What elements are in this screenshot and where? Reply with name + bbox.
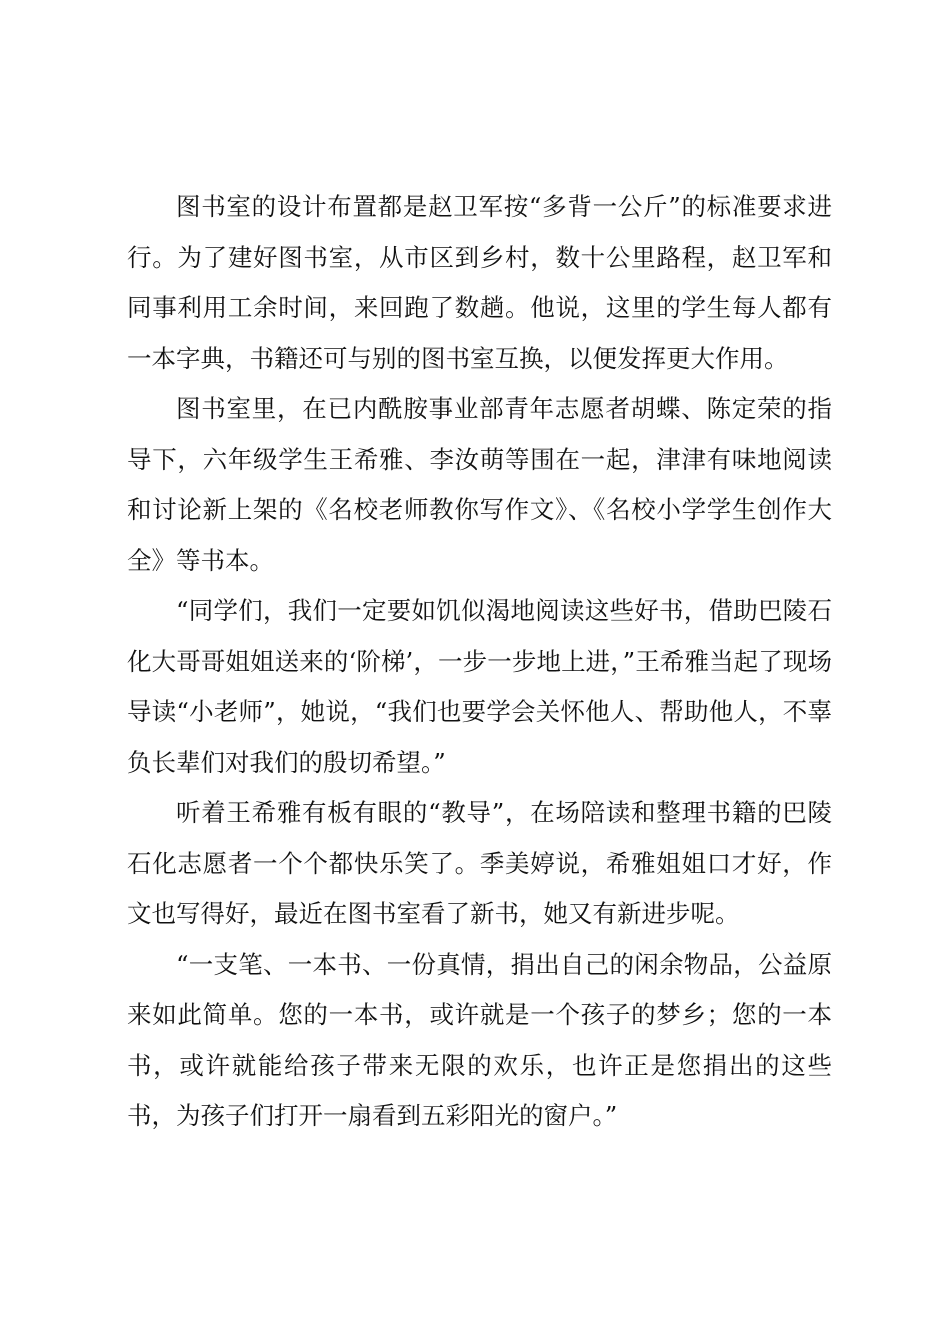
- paragraph-1: 图书室的设计布置都是赵卫军按“多背一公斤”的标准要求进行。为了建好图书室，从市区到乡村，数十公里路程，赵卫军和同事利用工余时间，来回跑了数趟。他说，这里的学生每人都有一本字典，书籍还可与别的图书室互换，以便发挥更大作用。: [127, 192, 832, 373]
- paragraph-3: “同学们，我们一定要如饥似渴地阅读这些好书，借助巴陵石化大哥哥姐姐送来的‘阶梯’，一步一步地上进，”王希雅当起了现场导读“小老师”，她说，“我们也要学会关怀他人、帮助他人，不辜负长辈们对我们的殷切希望。”: [127, 596, 832, 777]
- paragraph-4: 听着王希雅有板有眼的“教导”，在场陪读和整理书籍的巴陵石化志愿者一个个都快乐笑了。季美婷说，希雅姐姐口才好，作文也写得好，最近在图书室看了新书，她又有新进步呢。: [127, 798, 832, 928]
- article-body: [127, 182, 832, 1142]
- paragraph-5: “一支笔、一本书、一份真情，捐出自己的闲余物品，公益原来如此简单。您的一本书，或许就是一个孩子的梦乡；您的一本书，或许就能给孩子带来无限的欢乐，也许正是您捐出的这些书，为孩子们打开一扇看到五彩阳光的窗户。”: [127, 949, 832, 1130]
- paragraph-2: 图书室里，在已内酰胺事业部青年志愿者胡蝶、陈定荣的指导下，六年级学生王希雅、李汝萌等围在一起，津津有味地阅读和讨论新上架的《名校老师教你写作文》、《名校小学学生创作大全》等书本。: [127, 394, 832, 575]
